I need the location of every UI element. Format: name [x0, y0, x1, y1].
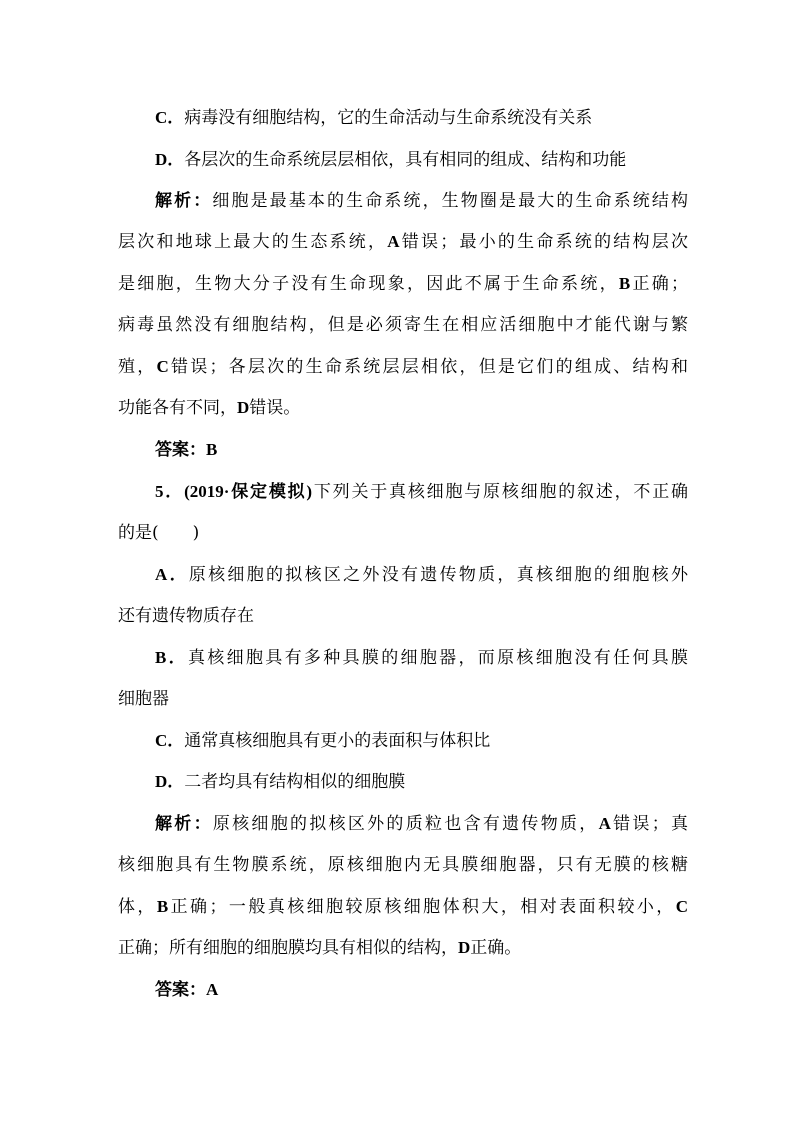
q4-option-c: C．病毒没有细胞结构，它的生命活动与生命系统没有关系 [155, 108, 593, 128]
q4-answer: 答案：B [155, 440, 218, 459]
q5-analysis-line-4: 正确；所有细胞的细胞膜均具有相似的结构，D正确。 [118, 938, 522, 958]
q4-analysis-line-2: 层次和地球上最大的生态系统，A错误；最小的生命系统的结构层次 [118, 232, 689, 252]
q4-analysis-line-5: 殖，C错误；各层次的生命系统层层相依，但是它们的组成、结构和 [118, 357, 689, 377]
q5-stem-line-2: 的是( ) [118, 523, 200, 543]
q4-analysis-line-1: 解析：细胞是最基本的生命系统，生物圈是最大的生命系统结构 [155, 191, 689, 211]
q4-option-d: D．各层次的生命系统层层相依，具有相同的组成、结构和功能 [155, 150, 627, 170]
q5-answer: 答案：A [155, 980, 219, 999]
q5-option-a-line-2: 还有遗传物质存在 [118, 606, 254, 626]
q5-analysis-line-3: 体，B正确；一般真核细胞较原核细胞体积大，相对表面积较小，C [118, 897, 689, 917]
q5-analysis-line-2: 核细胞具有生物膜系统，原核细胞内无具膜细胞器，只有无膜的核糖 [118, 855, 688, 875]
q5-option-d: D．二者均具有结构相似的细胞膜 [155, 772, 406, 792]
q5-analysis-line-1: 解析：原核细胞的拟核区外的质粒也含有遗传物质，A错误；真 [155, 814, 689, 834]
q4-analysis-line-6: 功能各有不同，D错误。 [118, 398, 301, 418]
q5-option-b-line-1: B．真核细胞具有多种具膜的细胞器，而原核细胞没有任何具膜 [155, 648, 688, 668]
q5-option-a-line-1: A．原核细胞的拟核区之外没有遗传物质，真核细胞的细胞核外 [155, 565, 689, 585]
q4-analysis-line-3: 是细胞，生物大分子没有生命现象，因此不属于生命系统，B正确； [118, 274, 689, 294]
q5-option-b-line-2: 细胞器 [118, 689, 169, 709]
q4-analysis-line-4: 病毒虽然没有细胞结构，但是必须寄生在相应活细胞中才能代谢与繁 [118, 315, 688, 335]
q5-stem-line-1: 5．(2019·保定模拟)下列关于真核细胞与原核细胞的叙述，不正确 [155, 482, 689, 502]
q5-option-c: C．通常真核细胞具有更小的表面积与体积比 [155, 731, 491, 751]
